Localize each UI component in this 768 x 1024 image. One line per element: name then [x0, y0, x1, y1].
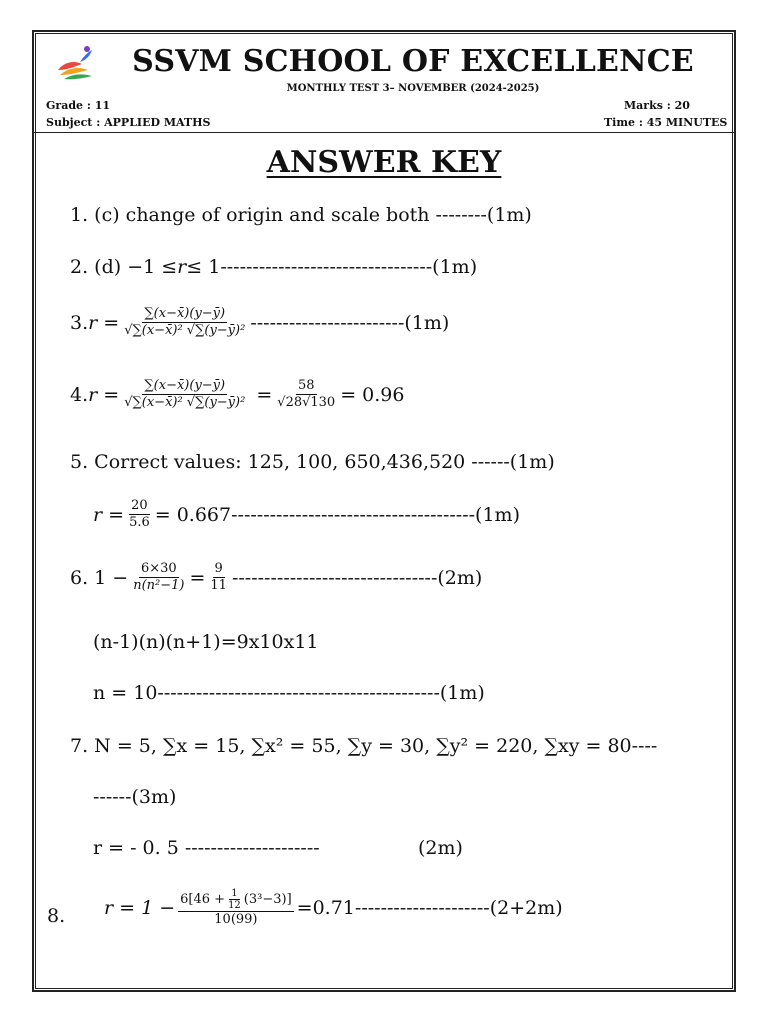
answer-3-r: r: [88, 311, 98, 334]
answer-8-num-end: (3³−3)]: [243, 891, 292, 907]
answer-3-numerator: ∑(x−x̄)(y−ȳ): [144, 306, 226, 321]
answer-6b: (n-1)(n)(n+1)=9x10x11: [93, 631, 319, 653]
answer-5b-r: r: [93, 503, 103, 526]
answer-3-denominator: √∑(x−x̄)² √∑(y−ȳ)²: [124, 323, 246, 338]
subject-label: Subject : APPLIED MATHS: [46, 116, 211, 129]
test-name: MONTHLY TEST 3– NOVEMBER (2024-2025): [286, 83, 540, 94]
answer-6: 6. 1 − $\frac{6\times 30}{\text{n(n²−1)}}$ = $\frac{9}{11}$ --------------------------------(2m): [70, 561, 483, 593]
answer-2-suffix: ≤ 1---------------------------------(1m): [186, 256, 478, 278]
school-logo: [54, 44, 100, 82]
answer-8-inner-den: 12: [228, 900, 241, 911]
answer-4-numerator: ∑(x−x̄)(y−ȳ): [144, 378, 226, 393]
answer-5b: r = $\frac{20}{5.6}$ = 0.667--------------------------------------(1m): [93, 498, 520, 530]
answer-4: 4. r = $\frac{\sum(x-x̄)(y-ȳ)}{\text{√∑(x−x̄)² √∑(y−ȳ)²}}$ = $\frac{58}{√28√130}$ = 0.96: [70, 378, 405, 410]
answer-3-suffix: ------------------------(1m): [250, 311, 450, 334]
answer-1: 1. (c) change of origin and scale both --------(1m): [70, 204, 532, 226]
answer-7c: r = - 0. 5 ---------------------: [93, 837, 320, 859]
answer-6-numerator-2: 9: [214, 561, 223, 576]
answer-4-prefix: 4.: [70, 383, 89, 406]
grade-label: Grade : 11: [46, 99, 111, 112]
answer-4-fraction-2: [275, 378, 337, 411]
answer-8-label: 8.: [47, 905, 66, 927]
answer-6c: n = 10--------------------------------------------(1m): [93, 682, 485, 704]
answer-8-numerator: [178, 888, 294, 912]
answer-4-numerator-2: 58: [297, 378, 315, 393]
answer-5b-fraction: [127, 498, 152, 531]
answer-8-prefix: r = 1 −: [104, 897, 176, 919]
time-label: Time : 45 MINUTES: [604, 116, 728, 129]
answer-4-denominator-2: √28√130: [277, 395, 336, 410]
answer-6-suffix: --------------------------------(2m): [231, 566, 483, 589]
answer-2: [70, 256, 477, 278]
title-text: ANSWER KEY: [266, 145, 502, 180]
answer-6-fraction-2: [208, 561, 229, 594]
marks-label: Marks : 20: [624, 99, 690, 112]
answer-8-fraction: [178, 888, 294, 928]
answer-4-r: r: [88, 383, 98, 406]
answer-8-num-part: 6[46 +: [180, 891, 226, 907]
answer-6-prefix: 6. 1 −: [70, 566, 129, 589]
answer-8-inner-fraction: [226, 888, 243, 911]
header-divider: [33, 132, 735, 133]
answer-7: 7. N = 5, ∑x = 15, ∑x² = 55, ∑y = 30, ∑y² = 220, ∑xy = 80----: [70, 735, 658, 757]
answer-6-denominator: n(n²−1): [133, 578, 185, 593]
answer-5b-result: = 0.667--------------------------------------(1m): [154, 503, 520, 526]
answer-8: [104, 888, 563, 928]
answer-7c-marks: (2m): [418, 837, 463, 859]
answer-8-denominator: 10(99): [214, 912, 258, 927]
answer-3: 3. r = $\frac{\sum(x-x̄)(y-ȳ)}{\text{√∑(x−x̄)² √∑(y−ȳ)²}}$ ------------------------(1m): [70, 306, 450, 338]
answer-6-denominator-2: 11: [210, 578, 227, 593]
answer-6-numerator: 6×30: [140, 561, 177, 576]
answer-8-result: =0.71---------------------(2+2m): [296, 897, 563, 919]
answer-2-variable: r: [177, 256, 187, 278]
school-name: SSVM SCHOOL OF EXCELLENCE: [132, 44, 694, 79]
answer-4-denominator: √∑(x−x̄)² √∑(y−ȳ)²: [124, 395, 246, 410]
answer-3-prefix: 3.: [70, 311, 89, 334]
answer-2-prefix: 2. (d) −1 ≤: [70, 256, 178, 278]
answer-5b-numerator: 20: [131, 498, 148, 513]
answer-4-fraction: [122, 378, 247, 411]
answer-8-inner-num: 1: [231, 888, 238, 899]
answer-5b-denominator: 5.6: [129, 515, 150, 530]
page-title: [0, 145, 768, 180]
answer-3-fraction: [122, 306, 247, 339]
answer-4-result: = 0.96: [340, 383, 405, 406]
answer-7b: ------(3m): [93, 786, 177, 808]
answer-6-fraction: [131, 561, 186, 594]
answer-5: 5. Correct values: 125, 100, 650,436,520 ------(1m): [70, 451, 555, 473]
